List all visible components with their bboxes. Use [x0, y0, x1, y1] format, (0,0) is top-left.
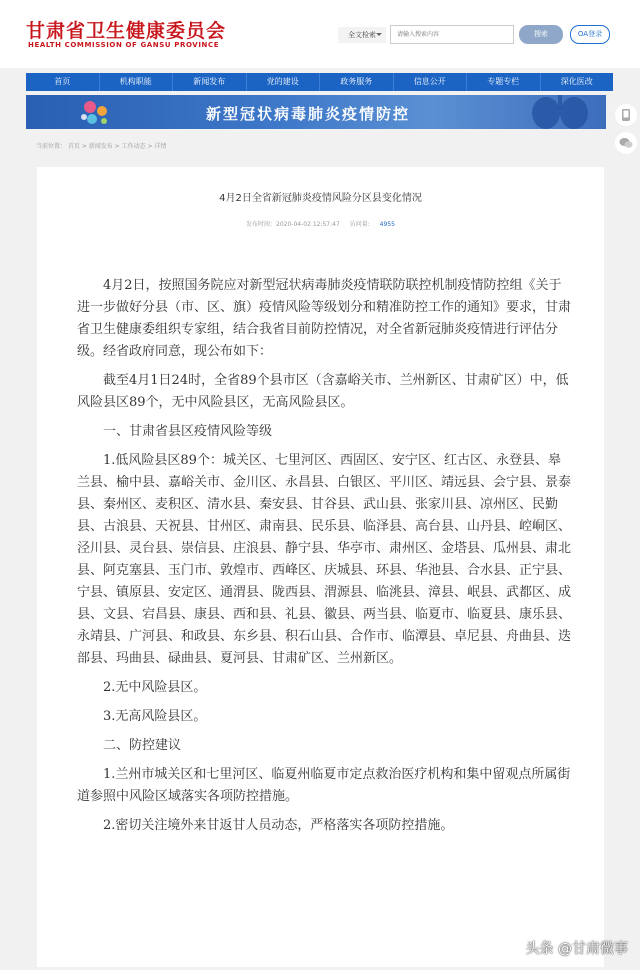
article-paragraph: 4月2日，按照国务院应对新型冠状病毒肺炎疫情联防联控机制疫情防控组《关于进一步做好分县（市、区、旗）疫情风险等级划分和精准防控工作的通知》要求，甘肃省卫生健康委组织专家组，结合我省目前防控情况，对全省新冠肺炎疫情进行评估分级。经省政府同意，现公布如下： — [77, 278, 572, 359]
article-paragraph: 1.兰州市城关区和七里河区、临夏州临夏市定点救治医疗机构和集中留观点所属街道参照中风险区域落实各项防控措施。 — [77, 767, 571, 804]
search-input[interactable] — [390, 25, 514, 44]
lungs-graphic-icon — [516, 95, 606, 129]
main-nav — [26, 73, 613, 91]
article-paragraph: 截至4月1日24时，全省89个县市区（含嘉峪关市、兰州新区、甘肃矿区）中，低风险县区89个，无中风险县区，无高风险县区。 — [77, 373, 569, 410]
covid-banner[interactable] — [26, 95, 606, 129]
nav-item-party[interactable]: 党的建设 — [247, 73, 321, 91]
banner-title: 新型冠状病毒肺炎疫情防控 — [206, 105, 411, 123]
views-count: 4955 — [379, 221, 395, 228]
nav-item-home[interactable]: 首页 — [26, 73, 100, 91]
publish-time: 发布时间：2020-04-02 12:57:47 — [246, 221, 340, 228]
search-button[interactable]: 搜索 — [519, 25, 563, 44]
nav-item-services[interactable]: 政务服务 — [320, 73, 394, 91]
site-header — [0, 0, 640, 68]
search-type-select[interactable]: 全文检索 — [338, 27, 386, 43]
site-logo-subtitle: HEALTH COMMISSION OF GANSU PROVINCE — [28, 41, 220, 49]
article-body — [77, 275, 571, 844]
nav-item-disclosure[interactable]: 信息公开 — [394, 73, 468, 91]
article-paragraph: 2.密切关注境外来甘返甘人员动态，严格落实各项防控措施。 — [103, 818, 454, 833]
nav-item-news[interactable]: 新闻发布 — [173, 73, 247, 91]
phone-icon — [621, 109, 631, 121]
nav-item-topics[interactable]: 专题专栏 — [467, 73, 541, 91]
oa-login-button[interactable]: OA登录 — [570, 25, 610, 44]
article-card — [37, 167, 604, 967]
site-logo-title[interactable]: 甘肃省卫生健康委员会 — [26, 20, 227, 42]
article-paragraph: 3.无高风险县区。 — [103, 709, 207, 724]
wechat-icon — [619, 137, 633, 149]
article-paragraph: 二、防控建议 — [103, 738, 182, 753]
nav-item-reform[interactable]: 深化医改 — [560, 77, 593, 86]
virus-cluster-icon — [76, 97, 116, 127]
side-tools — [612, 98, 640, 160]
side-wechat-button[interactable] — [615, 132, 637, 154]
breadcrumb[interactable]: 当前位置： 首页 > 新闻发布 > 工作动态 > 详情 — [36, 143, 167, 150]
article-paragraph: 2.无中风险县区。 — [103, 680, 207, 695]
article-paragraph: 1.低风险县区89个：城关区、七里河区、西固区、安宁区、红古区、永登县、皋兰县、榆中县、嘉峪关市、金川区、永昌县、白银区、平川区、靖远县、会宁县、景泰县、秦州区、麦积区、清水县、秦安县、甘谷县、武山县、张家川县、凉州区、民勤县、古浪县、天祝县、甘州区、肃南县、民乐县、临泽县、高台县、山丹县、崆峒区、泾川县、灵台县、崇信县、庄浪县、静宁县、华亭市、肃州区、金塔县、瓜州县、肃北县、阿克塞县、玉门市、敦煌市、西峰区、庆城县、环县、华池县、合水县、正宁县、宁县、镇原县、安定区、通渭县、陇西县、渭源县、临洮县、漳县、岷县、武都区、成县、文县、宕昌县、康县、西和县、礼县、徽县、两当县、临夏市、临夏县、康乐县、永靖县、广河县、和政县、东乡县、积石山县、合作市、临潭县、卓尼县、舟曲县、迭部县、玛曲县、碌曲县、夏河县、甘肃矿区、兰州新区。 — [77, 453, 572, 666]
nav-item-functions[interactable]: 机构职能 — [100, 73, 174, 91]
article-title: 4月2日全省新冠肺炎疫情风险分区县变化情况 — [219, 193, 422, 204]
side-mobile-button[interactable] — [615, 104, 637, 126]
article-paragraph: 一、甘肃省县区疫情风险等级 — [103, 424, 273, 439]
article-meta — [37, 219, 604, 228]
toutiao-watermark: 头条 @甘肃微事 — [525, 941, 628, 957]
views-label: 访问量: — [349, 221, 370, 228]
